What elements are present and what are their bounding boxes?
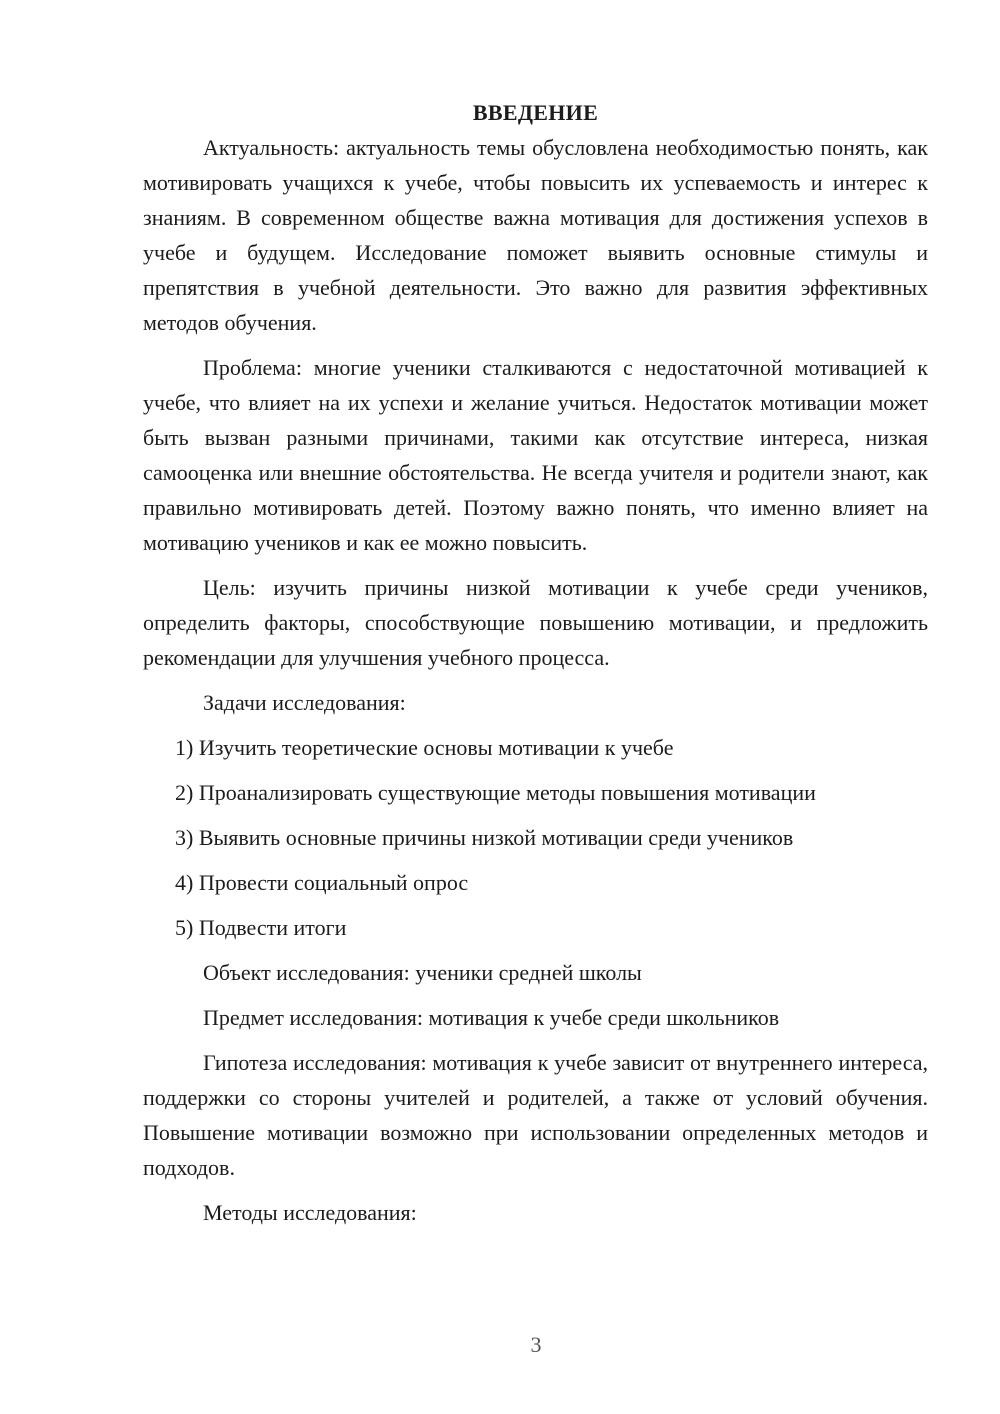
tasks-list xyxy=(143,730,928,945)
list-item: 5) Подвести итоги xyxy=(175,915,347,940)
page-number: 3 xyxy=(530,1332,542,1357)
hypothesis-paragraph: Гипотеза исследования: мотивация к учебе зависит от внутреннего интереса, поддержки со стороны учителей и родителей, а также от условий обучения. Повышение мотивации возможно при использовании определенных методов и подходов. xyxy=(143,1050,928,1180)
relevance-paragraph: Актуальность: актуальность темы обусловлена необходимостью понять, как мотивировать учащихся к учебе, чтобы повысить их успеваемость и интерес к знаниям. В современном обществе важна мотивация для достижения успехов в учебе и будущем. Исследование поможет выявить основные стимулы и препятствия в учебной деятельности. Это важно для развития эффективных методов обучения. xyxy=(143,135,928,335)
goal-paragraph: Цель: изучить причины низкой мотивации к учебе среди учеников, определить факторы, способствующие повышению мотивации, и предложить рекомендации для улучшения учебного процесса. xyxy=(143,575,928,670)
problem-paragraph: Проблема: многие ученики сталкиваются с недостаточной мотивацией к учебе, что влияет на их успехи и желание учиться. Недостаток мотивации может быть вызван разными причинами, такими как отсутствие интереса, низкая самооценка или внешние обстоятельства. Не всегда учителя и родители знают, как правильно мотивировать детей. Поэтому важно понять, что именно влияет на мотивацию учеников и как ее можно повысить. xyxy=(143,355,928,555)
methods-heading: Методы исследования: xyxy=(203,1200,417,1225)
list-item: 4) Провести социальный опрос xyxy=(175,870,469,895)
research-subject: Предмет исследования: мотивация к учебе среди школьников xyxy=(203,1005,780,1030)
page-title: ВВЕДЕНИЕ xyxy=(472,100,599,125)
page-content xyxy=(143,95,928,1240)
research-object: Объект исследования: ученики средней школы xyxy=(203,960,642,985)
list-item: 2) Проанализировать существующие методы повышения мотивации xyxy=(175,780,816,805)
tasks-heading: Задачи исследования: xyxy=(203,690,406,715)
list-item: 1) Изучить теоретические основы мотивации к учебе xyxy=(175,735,674,760)
list-item: 3) Выявить основные причины низкой мотивации среди учеников xyxy=(175,825,794,850)
